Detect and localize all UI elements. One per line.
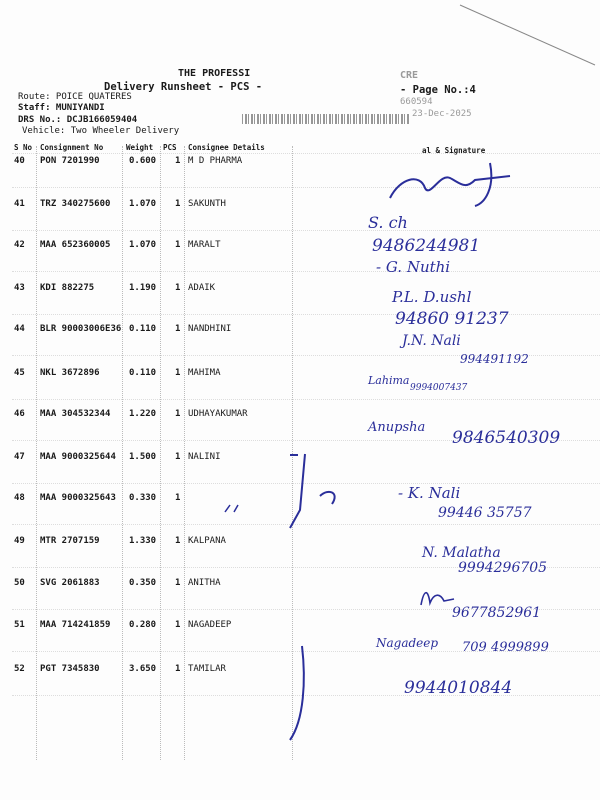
run-date: 23-Dec-2025 — [412, 109, 472, 119]
row-consignee: SAKUNTH — [188, 199, 226, 209]
page-number: - Page No.:4 — [400, 84, 476, 96]
row-weight: 1.220 — [129, 409, 157, 419]
row-sno: 46 — [14, 409, 25, 419]
row-consignment: PGT 7345830 — [40, 664, 100, 674]
signature-s3: - G. Nuthi — [376, 258, 451, 276]
row-consignee: ADAIK — [188, 283, 216, 293]
signature-s6: Lahima — [368, 374, 410, 387]
phone-s7: 9846540309 — [452, 428, 561, 448]
header-divider — [12, 153, 600, 154]
company-title: THE PROFESSI — [178, 68, 251, 79]
row-consignee: MAHIMA — [188, 368, 221, 378]
row-divider — [12, 230, 600, 231]
row-weight: 1.330 — [129, 536, 157, 546]
row-sno: 49 — [14, 536, 25, 546]
signature-s9: N. Malatha — [422, 545, 501, 561]
row-weight: 1.190 — [129, 283, 157, 293]
row-sno: 47 — [14, 452, 25, 462]
phone-s10: 9677852961 — [452, 605, 542, 621]
row-consignee: NALINI — [188, 452, 221, 462]
pen-strokes — [220, 450, 360, 540]
row-weight: 0.350 — [129, 578, 157, 588]
row-divider — [12, 314, 600, 315]
drs-label: DRS No.: DCJB166059404 — [18, 115, 138, 125]
row-pcs: 1 — [175, 578, 181, 588]
row-consignee: NAGADEEP — [188, 620, 232, 630]
row-consignee: TAMILAR — [188, 664, 226, 674]
row-pcs: 1 — [175, 199, 181, 209]
signature-s8: - K. Nali — [398, 484, 461, 502]
row-pcs: 1 — [175, 283, 181, 293]
staff-label: Staff: MUNIYANDI — [18, 103, 105, 113]
route-label: Route: POICE QUATERES — [18, 92, 132, 102]
row-pcs: 1 — [175, 324, 181, 334]
col-divider — [160, 146, 161, 760]
row-consignee: M D PHARMA — [188, 156, 243, 166]
row-divider — [12, 399, 600, 400]
row-pcs: 1 — [175, 368, 181, 378]
row-consignment: MAA 9000325643 — [40, 493, 116, 503]
row-consignment: MAA 304532344 — [40, 409, 111, 419]
row-weight: 1.070 — [129, 240, 157, 250]
signature-s2: S. ch — [368, 213, 408, 232]
row-sno: 43 — [14, 283, 25, 293]
row-consignment: SVG 2061883 — [40, 578, 100, 588]
signature-s7: Anupsha — [368, 420, 426, 435]
col-consignee: Consignee Details — [188, 143, 265, 152]
col-sno: S No — [14, 143, 33, 152]
col-weight: Weight — [126, 143, 154, 152]
phone-s9: 9994296705 — [458, 560, 548, 576]
phone-s2: 9486244981 — [372, 236, 481, 256]
row-pcs: 1 — [175, 536, 181, 546]
row-pcs: 1 — [175, 664, 181, 674]
phone-s5: 994491192 — [460, 352, 529, 366]
row-consignee: KALPANA — [188, 536, 226, 546]
col-divider — [184, 146, 185, 760]
row-consignee: ANITHA — [188, 578, 221, 588]
row-consignee: NANDHINI — [188, 324, 232, 334]
phone-s4: 94860 91237 — [395, 309, 509, 329]
row-weight: 0.110 — [129, 324, 157, 334]
col-divider — [36, 146, 37, 760]
row-sno: 41 — [14, 199, 25, 209]
page-fold-line — [455, 0, 600, 70]
row-pcs: 1 — [175, 156, 181, 166]
row-pcs: 1 — [175, 493, 181, 503]
row-consignment: MTR 2707159 — [40, 536, 100, 546]
barcode — [242, 114, 410, 124]
col-pcs: PCS — [163, 143, 177, 152]
phone-s12: 9944010844 — [404, 678, 513, 698]
row-consignment: MAA 9000325644 — [40, 452, 116, 462]
vehicle-label: Vehicle: Two Wheeler Delivery — [22, 126, 180, 136]
row-weight: 0.280 — [129, 620, 157, 630]
row-divider — [12, 271, 600, 272]
pen-stroke — [280, 640, 320, 750]
signature-s5: J.N. Nali — [402, 333, 461, 349]
row-weight: 3.650 — [129, 664, 157, 674]
signature-scribble — [380, 158, 520, 208]
row-consignment: PON 7201990 — [40, 156, 100, 166]
row-pcs: 1 — [175, 452, 181, 462]
row-consignment: NKL 3672896 — [40, 368, 100, 378]
runsheet-title: Delivery Runsheet - PCS - — [104, 81, 263, 93]
row-weight: 1.070 — [129, 199, 157, 209]
row-consignee: MARALT — [188, 240, 221, 250]
row-pcs: 1 — [175, 240, 181, 250]
row-sno: 40 — [14, 156, 25, 166]
row-sno: 48 — [14, 493, 25, 503]
col-signature: al & Signature — [422, 146, 486, 155]
row-consignment: MAA 652360005 — [40, 240, 111, 250]
row-sno: 52 — [14, 664, 25, 674]
signature-s4: P.L. D.ushl — [392, 288, 472, 306]
row-consignment: MAA 714241859 — [40, 620, 111, 630]
row-weight: 1.500 — [129, 452, 157, 462]
row-consignment: TRZ 340275600 — [40, 199, 111, 209]
phone-s11: 709 4999899 — [462, 640, 549, 655]
col-divider — [122, 146, 123, 760]
signature-s11: Nagadeep — [376, 636, 439, 650]
phone-s6: 9994007437 — [410, 383, 468, 393]
row-consignment: BLR 90003006E36 — [40, 324, 122, 334]
row-pcs: 1 — [175, 409, 181, 419]
row-sno: 51 — [14, 620, 25, 630]
row-consignee: UDHAYAKUMAR — [188, 409, 248, 419]
row-sno: 50 — [14, 578, 25, 588]
row-weight: 0.110 — [129, 368, 157, 378]
col-consignment: Consignment No — [40, 143, 104, 152]
row-sno: 45 — [14, 368, 25, 378]
phone-s8: 99446 35757 — [438, 505, 532, 521]
company-title-tail: CRE — [400, 70, 419, 81]
row-consignment: KDI 882275 — [40, 283, 95, 293]
row-sno: 44 — [14, 324, 25, 334]
row-weight: 0.330 — [129, 493, 157, 503]
row-pcs: 1 — [175, 620, 181, 630]
drs-number-right: 660594 — [400, 97, 433, 107]
row-sno: 42 — [14, 240, 25, 250]
row-weight: 0.600 — [129, 156, 157, 166]
